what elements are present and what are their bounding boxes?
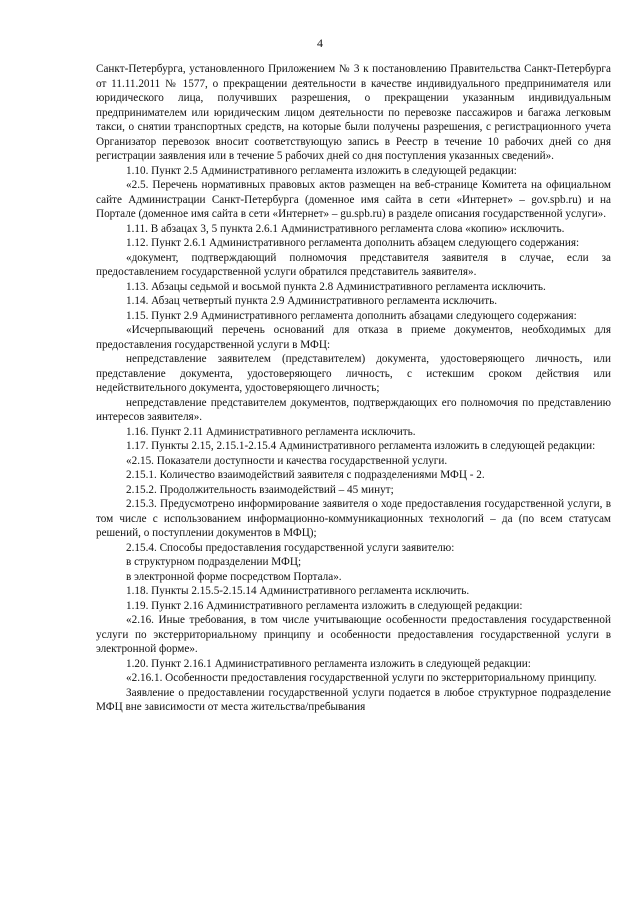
paragraph: 1.16. Пункт 2.11 Административного регламента исключить. (126, 425, 416, 438)
paragraph: 1.14. Абзац четвертый пункта 2.9 Административного регламента исключить. (126, 295, 498, 307)
paragraph: в электронной форме посредством Портала». (126, 570, 342, 583)
paragraph: непредставление представителем документов, подтверждающих его полномочия по представлению интересов заявителя». (96, 396, 611, 423)
paragraph: «2.16.1. Особенности предоставления государственной услуги по экстерриториальному принципу. (126, 672, 597, 684)
paragraph: «2.16. Иные требования, в том числе учитывающие особенности предоставления государственной услуги по экстерриториальному принципу и особенности предоставления государственной услуги в электронной форме». (96, 614, 611, 655)
paragraph: 1.18. Пункты 2.15.5-2.15.14 Административного регламента исключить. (126, 585, 470, 597)
paragraph: 1.11. В абзацах 3, 5 пункта 2.6.1 Административного регламента слова «копию» исключить. (126, 222, 565, 235)
paragraph: 1.20. Пункт 2.16.1 Административного регламента изложить в следующей редакции: (126, 657, 531, 670)
paragraph: «документ, подтверждающий полномочия представителя заявителя в случае, если за предоставлением государственной услуги обратился представитель заявителя». (96, 251, 611, 278)
paragraph: непредставление заявителем (представителем) документа, удостоверяющего личность, или представление документа, удостоверяющего личность, с истекшим сроком действия или недействительного документа, удостоверяющего личность; (96, 353, 611, 394)
paragraph: «Исчерпывающий перечень оснований для отказа в приеме документов, необходимых для предоставления государственной услуги в МФЦ: (96, 324, 611, 351)
paragraph: 1.13. Абзацы седьмой и восьмой пункта 2.8 Административного регламента исключить. (126, 280, 546, 293)
paragraph: 2.15.2. Продолжительность взаимодействий – 45 минут; (126, 483, 394, 496)
page-number: 4 (317, 36, 323, 50)
paragraph: 1.19. Пункт 2.16 Административного регламента изложить в следующей редакции: (126, 599, 523, 612)
paragraph: 1.12. Пункт 2.6.1 Административного регламента дополнить абзацем следующего содержания: (126, 237, 580, 249)
paragraph: 2.15.3. Предусмотрено информирование заявителя о ходе предоставления государственной услуги, в том числе с использованием информационно-коммуникационных технологий – да (по всем статусам решений, о поступлении документов в МФЦ); (96, 498, 611, 539)
paragraph: Заявление о предоставлении государственной услуги подается в любое структурное подразделение МФЦ вне зависимости от места жительства/пребывания (96, 686, 611, 713)
paragraph: в структурном подразделении МФЦ; (126, 556, 302, 568)
paragraph: «2.15. Показатели доступности и качества государственной услуги. (126, 454, 448, 467)
paragraph: 2.15.4. Способы предоставления государственной услуги заявителю: (126, 541, 455, 554)
document-body (96, 62, 611, 715)
paragraph: Санкт-Петербурга, установленного Приложением № 3 к постановлению Правительства Санкт-Петербурга от 11.11.2011 № 1577, о прекращении деятельности в качестве индивидуального предпринимателя или юридического лица, получивших разрешения, о прекращении указанным индивидуальным предпринимателем или юридическим лицом деятельности по перевозке пассажиров и багажа легковым такси, о снятии транспортных средств, на которые были получены разрешения, с регистрационного учета Организатор перевозок вносит соответствующую запись в Реестр в течение 10 рабочих дней со дня регистрации заявления или в течение 5 рабочих дней со дня поступления указанных сведений». (96, 63, 611, 162)
paragraph: 1.10. Пункт 2.5 Административного регламента изложить в следующей редакции: (126, 164, 517, 177)
paragraph: 1.15. Пункт 2.9 Административного регламента дополнить абзацами следующего содержания: (126, 309, 577, 322)
paragraph: 1.17. Пункты 2.15, 2.15.1-2.15.4 Административного регламента изложить в следующей редакции: (126, 440, 596, 452)
paragraph: 2.15.1. Количество взаимодействий заявителя с подразделениями МФЦ - 2. (126, 469, 485, 481)
paragraph: «2.5. Перечень нормативных правовых актов размещен на веб-странице Комитета на официальном сайте Администрации Санкт-Петербурга (доменное имя сайта в сети «Интернет» – gov.spb.ru) и на Портале (доменное имя сайта в сети «Интернет» – gu.spb.ru) в разделе описания государственной услуги». (96, 179, 611, 220)
